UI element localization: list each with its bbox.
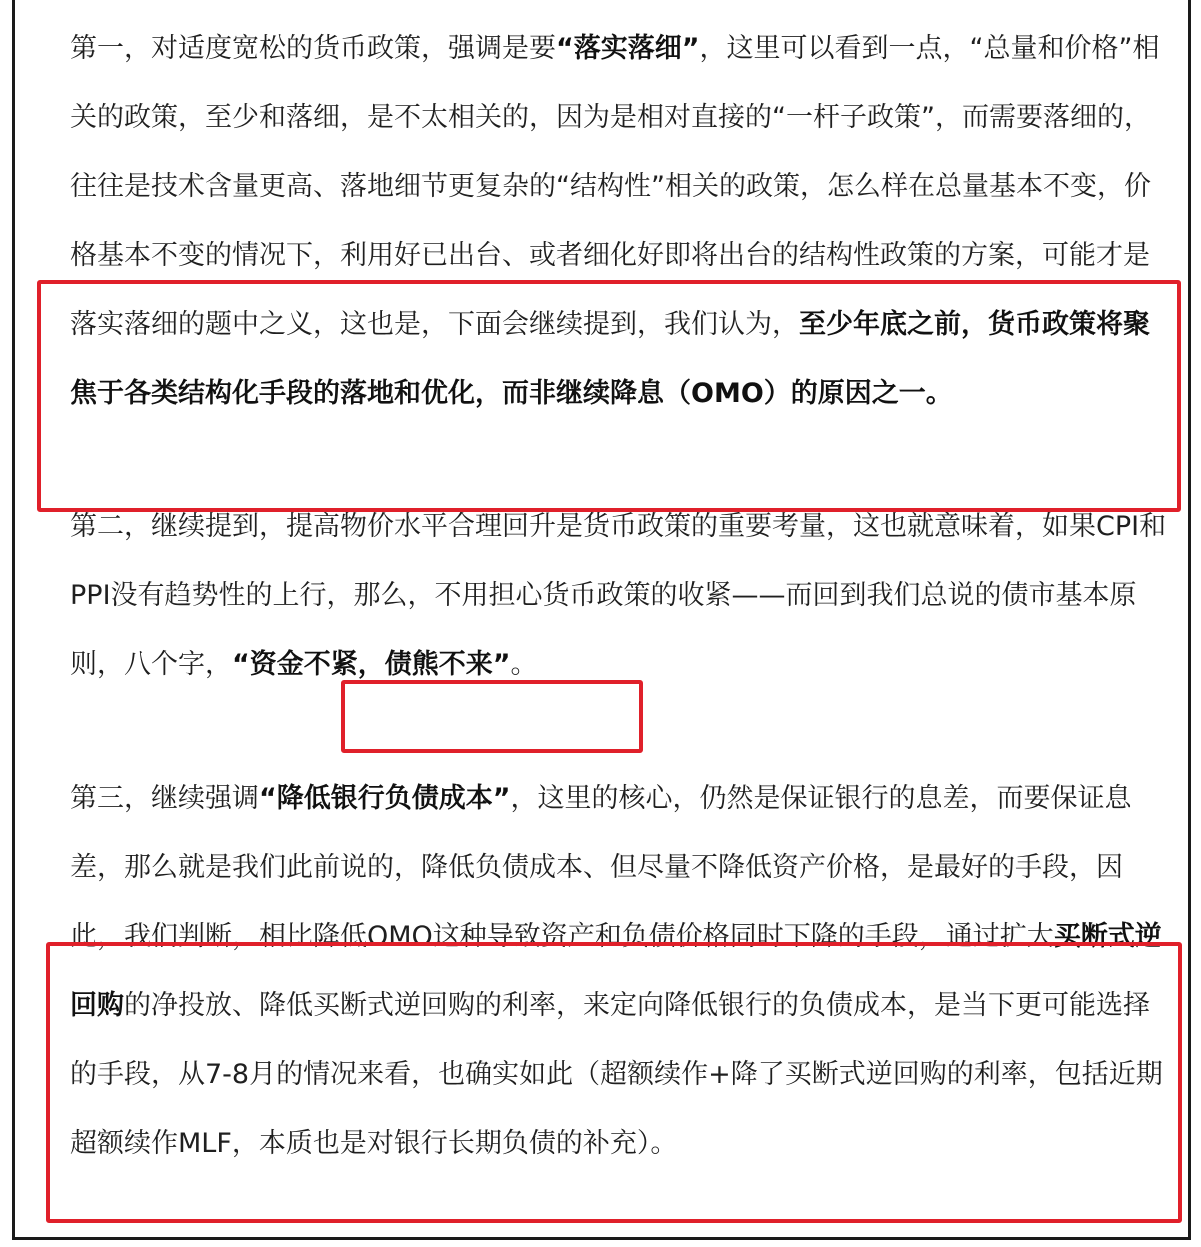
highlight-box-eight-characters bbox=[341, 680, 643, 753]
paragraph-third-text-2: ，这里的核心，仍然是保证银行的息差，而要保证息差，那么就是我们此前说的，降低负债成本、但尽量不降低资产价格，是最好的手段，因此，我们判断，相比降低OMO这种导致资产和负债价格同时下降的手段，通过扩大 bbox=[70, 783, 1132, 952]
paragraph-first-text-1: 第一，对适度宽松的货币政策，强调是要 bbox=[70, 33, 556, 64]
paragraph-third-bold-2: 买断式逆回购 bbox=[70, 921, 1162, 1021]
paragraph-third-text-1: 第三，继续强调 bbox=[70, 783, 259, 814]
paragraph-third-bold-1: “降低银行负债成本” bbox=[259, 783, 511, 814]
paragraph-first-bold-1: “落实落细” bbox=[556, 33, 700, 64]
paragraph-first-text-2: ，这里可以看到一点，“总量和价格”相关的政策，至少和落细，是不太相关的，因为是相对直接的“一杆子政策”，而需要落细的，往往是技术含量更高、落地细节更复杂的“结构性”相关的政策，怎么样在总量基本不变，价格基本不变的情况下，利用好已出台、或者细化好即将出台的结构性政策的方案，可能才是落实落细的题中之义，这也是，下面会继续提到，我们认为， bbox=[70, 33, 1160, 340]
paragraph-second-text-1: 第二，继续提到，提高物价水平合理回升是货币政策的重要考量，这也就意味着，如果CPI和PPI没有趋势性的上行，那么，不用担心货币政策的收紧——而回到我们总说的债市基本原则，八个字， bbox=[70, 511, 1167, 680]
highlight-box-conclusion bbox=[37, 280, 1181, 512]
paragraph-third-text-3: 的净投放、降低买断式逆回购的利率，来定向降低银行的负债成本，是当下更可能选择的手段，从7-8月的情况来看，也确实如此（超额续作+降了买断式逆回购的利率，包括近期超额续作MLF，本质也是对银行长期负债的补充）。 bbox=[70, 990, 1163, 1159]
paragraph-second-text-2: 。 bbox=[510, 649, 538, 680]
highlight-box-reverse-repo bbox=[46, 942, 1182, 1223]
paragraph-first-bold-2: 至少年底之前，货币政策将聚焦于各类结构化手段的落地和优化，而非继续降息（OMO）的原因之一。 bbox=[70, 309, 1150, 409]
paragraph-second-bold-1: “资金不紧，债熊不来” bbox=[232, 649, 511, 680]
paragraph-second bbox=[70, 492, 1170, 699]
